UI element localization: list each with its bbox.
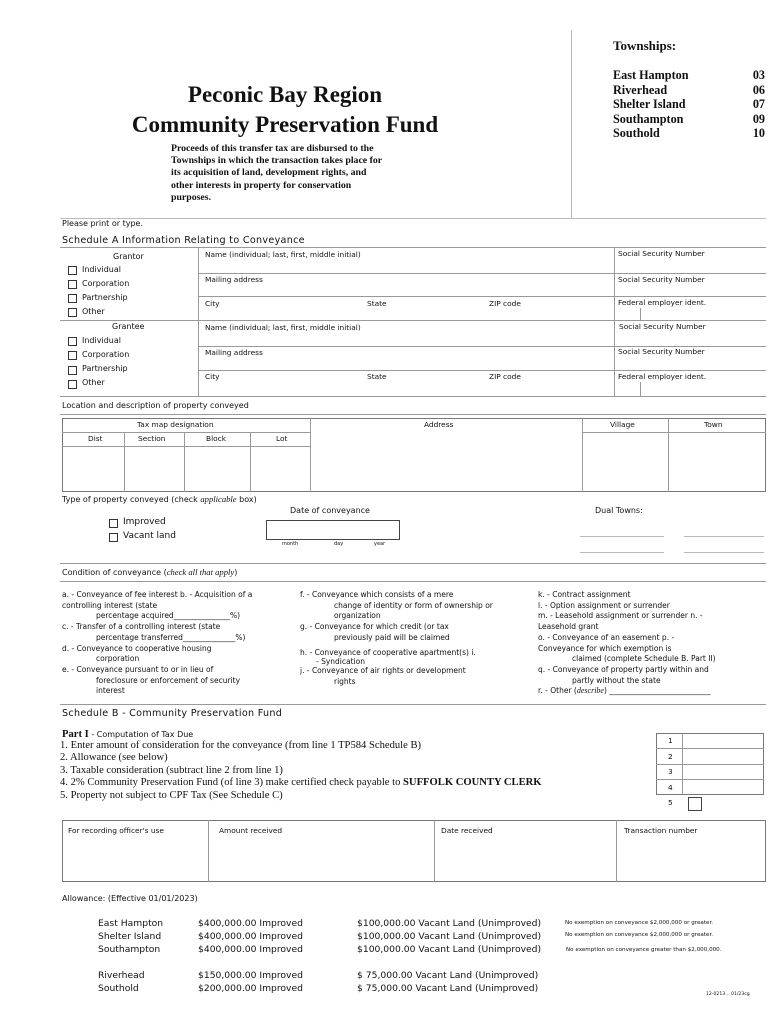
grantee-mailing-label: Mailing address xyxy=(205,348,263,357)
grantor-ssn2-label: Social Security Number xyxy=(618,275,705,284)
dual-town-field[interactable] xyxy=(580,552,664,553)
dual-town-field[interactable] xyxy=(684,536,764,537)
recording-officer-label: For recording officer's use xyxy=(68,826,164,835)
divider xyxy=(60,320,766,321)
divider xyxy=(208,820,209,882)
header-description: Proceeds of this transfer tax are disbursed to the Townships in which the transaction takes place for its acquisition of land, development rights, and other interests in property for conservation purposes. xyxy=(171,143,383,203)
grantee-individual-checkbox[interactable] xyxy=(68,337,77,346)
divider xyxy=(62,446,310,447)
col-dist: Dist xyxy=(88,434,103,443)
improved-label: Improved xyxy=(123,517,166,527)
dual-town-field[interactable] xyxy=(684,552,764,553)
township-row: Southampton 09 xyxy=(613,111,765,126)
header-divider xyxy=(571,30,572,218)
divider xyxy=(60,414,766,415)
col-section: Section xyxy=(138,434,166,443)
print-note: Please print or type. xyxy=(62,219,143,228)
grantor-individual-checkbox[interactable] xyxy=(68,266,77,275)
transaction-number-label: Transaction number xyxy=(624,826,698,835)
township-row: Riverhead 06 xyxy=(613,82,765,97)
divider xyxy=(614,248,615,396)
part1-title: Part I - Computation of Tax Due xyxy=(62,729,194,740)
col-lot: Lot xyxy=(276,434,288,443)
divider xyxy=(60,396,766,397)
divider xyxy=(434,820,435,882)
divider xyxy=(198,273,766,274)
grantee-option-label: Corporation xyxy=(82,350,130,359)
grantor-city-label: City xyxy=(205,299,220,308)
grantee-ssn2-label: Social Security Number xyxy=(618,347,705,356)
condition-col2: f. - Conveyance which consists of a mere change of identity or form of ownership or organization g. - Conveyance for which credit (or tax previously paid will be claimed h. - Conveyance of cooperative apartment(s) i. - Syndication j. - Conveyance of air rights or development rights xyxy=(300,590,493,686)
grantee-state-label: State xyxy=(367,372,387,381)
improved-checkbox[interactable] xyxy=(109,519,118,528)
divider xyxy=(250,432,251,492)
grantee-fed-label: Federal employer ident. xyxy=(618,372,707,381)
grantor-state-label: State xyxy=(367,299,387,308)
grantee-option-label: Partnership xyxy=(82,364,128,373)
divider xyxy=(198,248,199,396)
grantor-option-label: Partnership xyxy=(82,293,128,302)
divider xyxy=(62,432,310,433)
dual-towns-label: Dual Towns: xyxy=(595,506,643,515)
grantor-name-label: Name (individual; last, first, middle initial) xyxy=(205,250,361,259)
grantor-option-label: Other xyxy=(82,307,105,316)
divider xyxy=(60,581,766,582)
allowance-title: Allowance: (Effective 01/01/2023) xyxy=(62,894,198,903)
townships-title: Townships: xyxy=(613,38,677,53)
date-month-label: month xyxy=(282,541,299,547)
grantee-zip-label: ZIP code xyxy=(489,372,521,381)
line4-amount-input[interactable] xyxy=(683,780,763,794)
grantee-option-label: Other xyxy=(82,378,105,387)
grantor-option-label: Individual xyxy=(82,265,121,274)
allowance-note: No exemption on conveyance $2,000,000 or greater. xyxy=(565,920,714,926)
grantor-ssn-label: Social Security Number xyxy=(618,249,705,258)
allowance-vacant: $100,000.00 Vacant Land (Unimproved) $100,000.00 Vacant Land (Unimproved) $100,000.00 Vacant Land (Unimproved) $ 75,000.00 Vacant Land (Unimproved) $ 75,000.00 Vacant Land (Unimproved) xyxy=(357,918,542,994)
divider xyxy=(668,418,669,492)
divider xyxy=(198,370,766,371)
grantor-label: Grantor xyxy=(113,252,144,261)
grantor-corporation-checkbox[interactable] xyxy=(68,280,77,289)
allowance-improved: $400,000.00 Improved $400,000.00 Improved $400,000.00 Improved $150,000.00 Improved $200,000.00 Improved xyxy=(198,918,303,994)
divider xyxy=(60,563,766,564)
divider xyxy=(640,382,641,396)
tax-map-label: Tax map designation xyxy=(137,420,214,429)
date-of-conveyance-input[interactable] xyxy=(266,520,400,540)
line-number: 5 xyxy=(668,798,673,807)
grantor-fed-label: Federal employer ident. xyxy=(618,298,707,307)
grantee-label: Grantee xyxy=(112,322,145,331)
divider xyxy=(198,296,766,297)
allowance-note: No exemption on conveyance $2,000,000 or greater. xyxy=(565,932,714,938)
page-title: Peconic Bay Region Community Preservation Fund xyxy=(131,82,439,137)
divider xyxy=(60,704,766,705)
grantor-option-label: Corporation xyxy=(82,279,130,288)
divider xyxy=(184,432,185,492)
line3-amount-input[interactable] xyxy=(683,765,763,779)
schedule-a-title: Schedule A Information Relating to Conveyance xyxy=(62,235,305,246)
grantee-option-label: Individual xyxy=(82,336,121,345)
divider xyxy=(616,820,617,882)
township-row: Southold 10 xyxy=(613,126,765,141)
town-label: Town xyxy=(704,420,723,429)
condition-col3: k. - Contract assignment l. - Option assignment or surrender m. - Leasehold assignment or surrender n. - Leasehold grant o. - Conveyance of an easement p. - Conveyance for which exemption is claimed (complete Schedule B. Part II) q. - Conveyance of property partly within and partly without the state r. - Other (describe) ___________________________ xyxy=(538,590,716,696)
schedule-b-title: Schedule B - Community Preservation Fund xyxy=(62,708,283,719)
dual-town-field[interactable] xyxy=(580,536,664,537)
grantee-name-label: Name (individual; last, first, middle initial) xyxy=(205,323,361,332)
line2-amount-input[interactable] xyxy=(683,749,763,763)
allowance-note: No exemption on conveyance greater than $2,000,000. xyxy=(566,947,722,953)
line-number: 1 xyxy=(668,736,673,745)
divider xyxy=(124,432,125,492)
col-block: Block xyxy=(206,434,226,443)
date-day-label: day xyxy=(334,541,344,547)
computation-lines: 1. Enter amount of consideration for the conveyance (from line 1 TP584 Schedule B) 2. Allowance (see below) 3. Taxable consideration (subtract line 2 from line 1) 4. 2% Community Preservation Fund (of line 3) make certified check payable to SUFFOLK COUNTY CLERK 5. Property not subject to CPF Tax (See Schedule C) xyxy=(60,740,542,801)
allowance-towns: East Hampton Shelter Island Southampton Riverhead Southold xyxy=(98,918,164,994)
vacant-land-label: Vacant land xyxy=(123,531,176,541)
date-of-conveyance-label: Date of conveyance xyxy=(290,506,370,515)
grantor-partnership-checkbox[interactable] xyxy=(68,294,77,303)
line-number: 4 xyxy=(668,783,673,792)
form-code: 12-0213... 01/23cg xyxy=(706,992,750,997)
date-received-label: Date received xyxy=(441,826,493,835)
township-row: East Hampton 03 xyxy=(613,68,765,82)
grantee-corporation-checkbox[interactable] xyxy=(68,351,77,360)
line1-amount-input[interactable] xyxy=(683,734,763,748)
line-number: 2 xyxy=(668,752,673,761)
village-label: Village xyxy=(610,420,635,429)
not-subject-checkbox[interactable] xyxy=(688,797,702,811)
grantee-partnership-checkbox[interactable] xyxy=(68,366,77,375)
amount-received-label: Amount received xyxy=(219,826,283,835)
township-row: Shelter Island 07 xyxy=(613,97,765,112)
grantee-other-checkbox[interactable] xyxy=(68,380,77,389)
grantor-zip-label: ZIP code xyxy=(489,299,521,308)
grantee-ssn-label: Social Security Number xyxy=(619,322,706,331)
divider xyxy=(582,432,766,433)
date-year-label: year xyxy=(374,541,386,547)
townships-list xyxy=(613,68,765,141)
line-number: 3 xyxy=(668,767,673,776)
address-label: Address xyxy=(424,420,454,429)
location-table xyxy=(62,418,766,492)
divider xyxy=(582,418,583,492)
divider xyxy=(310,418,311,492)
divider xyxy=(640,308,641,320)
grantee-city-label: City xyxy=(205,372,220,381)
location-title: Location and description of property conveyed xyxy=(62,401,249,410)
grantor-other-checkbox[interactable] xyxy=(68,308,77,317)
grantor-mailing-label: Mailing address xyxy=(205,275,263,284)
divider xyxy=(60,218,766,219)
divider xyxy=(60,247,766,248)
vacant-land-checkbox[interactable] xyxy=(109,533,118,542)
condition-label: Condition of conveyance (check all that apply) xyxy=(62,567,238,577)
property-type-label: Type of property conveyed (check applicable box) xyxy=(62,494,257,504)
condition-col1: a. - Conveyance of fee interest b. - Acquisition of a controlling interest (state percentage acquired_______________%) c. - Transfer of a controlling interest (state percentage transferred______________%) d. - Conveyance to cooperative housing corporation e. - Conveyance pursuant to or in lieu of foreclosure or enforcement of security interest xyxy=(62,590,253,696)
